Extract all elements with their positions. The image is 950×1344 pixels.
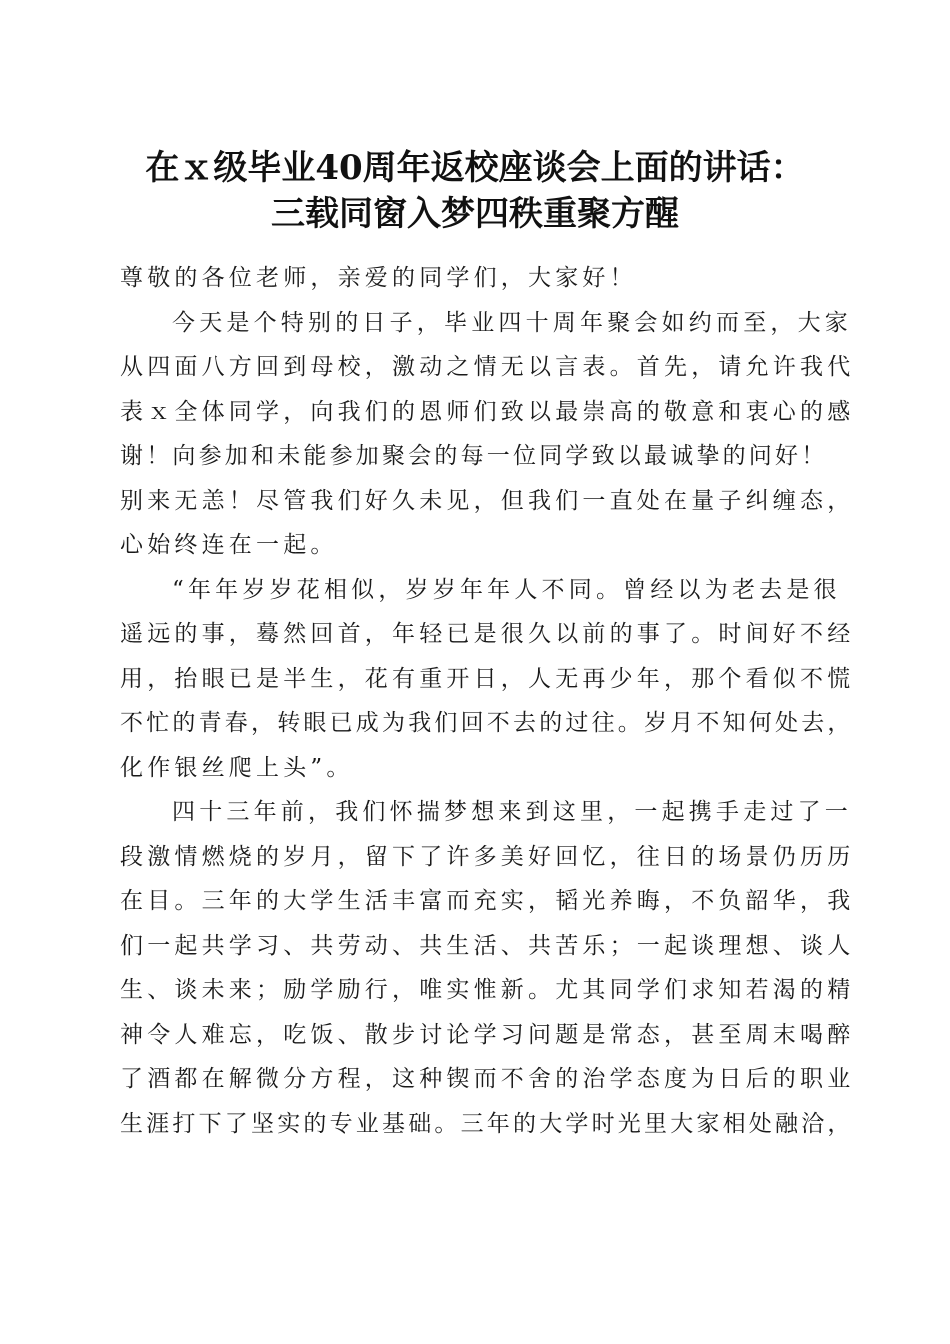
paragraph-1-line: 别来无恙！尽管我们好久未见，但我们一直处在量子纠缠态，	[120, 487, 855, 514]
paragraph-3-line: 生、谈未来；励学励行，唯实惟新。尤其同学们求知若渴的精	[120, 977, 855, 1003]
paragraph-1-line: 从四面八方回到母校，激动之情无以言表。首先，请允许我代	[120, 354, 855, 380]
document-title-line-1: 在ｘ级毕业40周年返校座谈会上面的讲话：	[145, 148, 805, 188]
paragraph-2-line: 不忙的青春，转眼已成为我们回不去的过往。岁月不知何处去，	[120, 710, 854, 736]
document-title-line-2: 三载同窗入梦四秩重聚方醒	[271, 194, 679, 234]
paragraph-1-line: 心始终连在一起。	[120, 532, 338, 558]
paragraph-1-line: 表ｘ全体同学，向我们的恩师们致以最崇高的敬意和衷心的感	[120, 398, 855, 425]
paragraph-2-line: “年年岁岁花相似，岁岁年年人不同。曾经以为老去是很	[172, 576, 841, 603]
paragraph-2-line: 用，抬眼已是半生，花有重开日，人无再少年，那个看似不慌	[120, 665, 855, 692]
paragraph-3-line: 神令人难忘，吃饭、散步讨论学习问题是常态，甚至周末喝醉	[120, 1021, 855, 1048]
salutation-line: 尊敬的各位老师，亲爱的同学们，大家好！	[120, 265, 637, 291]
paragraph-3-line: 生涯打下了坚实的专业基础。三年的大学时光里大家相处融洽，	[120, 1110, 854, 1137]
paragraph-3-line: 在目。三年的大学生活丰富而充实，韬光养晦，不负韶华，我	[120, 888, 855, 914]
paragraph-3-line: 们一起共学习、共劳动、共生活、共苦乐；一起谈理想、谈人	[120, 932, 855, 959]
paragraph-1-line: 今天是个特别的日子，毕业四十周年聚会如约而至，大家	[172, 309, 852, 336]
paragraph-3-line: 段激情燃烧的岁月，留下了许多美好回忆，往日的场景仍历历	[120, 843, 855, 870]
document-body	[120, 256, 855, 1146]
paragraph-3-line: 四十三年前，我们怀揣梦想来到这里，一起携手走过了一	[172, 799, 852, 825]
paragraph-3-line: 了酒都在解微分方程，这种锲而不舍的治学态度为日后的职业	[120, 1066, 855, 1092]
paragraph-2-line: 遥远的事，蓦然回首，年轻已是很久以前的事了。时间好不经	[120, 621, 855, 647]
paragraph-1-line: 谢！向参加和未能参加聚会的每一位同学致以最诚挚的问好！	[120, 443, 828, 469]
paragraph-2-line: 化作银丝爬上头”。	[120, 754, 354, 781]
